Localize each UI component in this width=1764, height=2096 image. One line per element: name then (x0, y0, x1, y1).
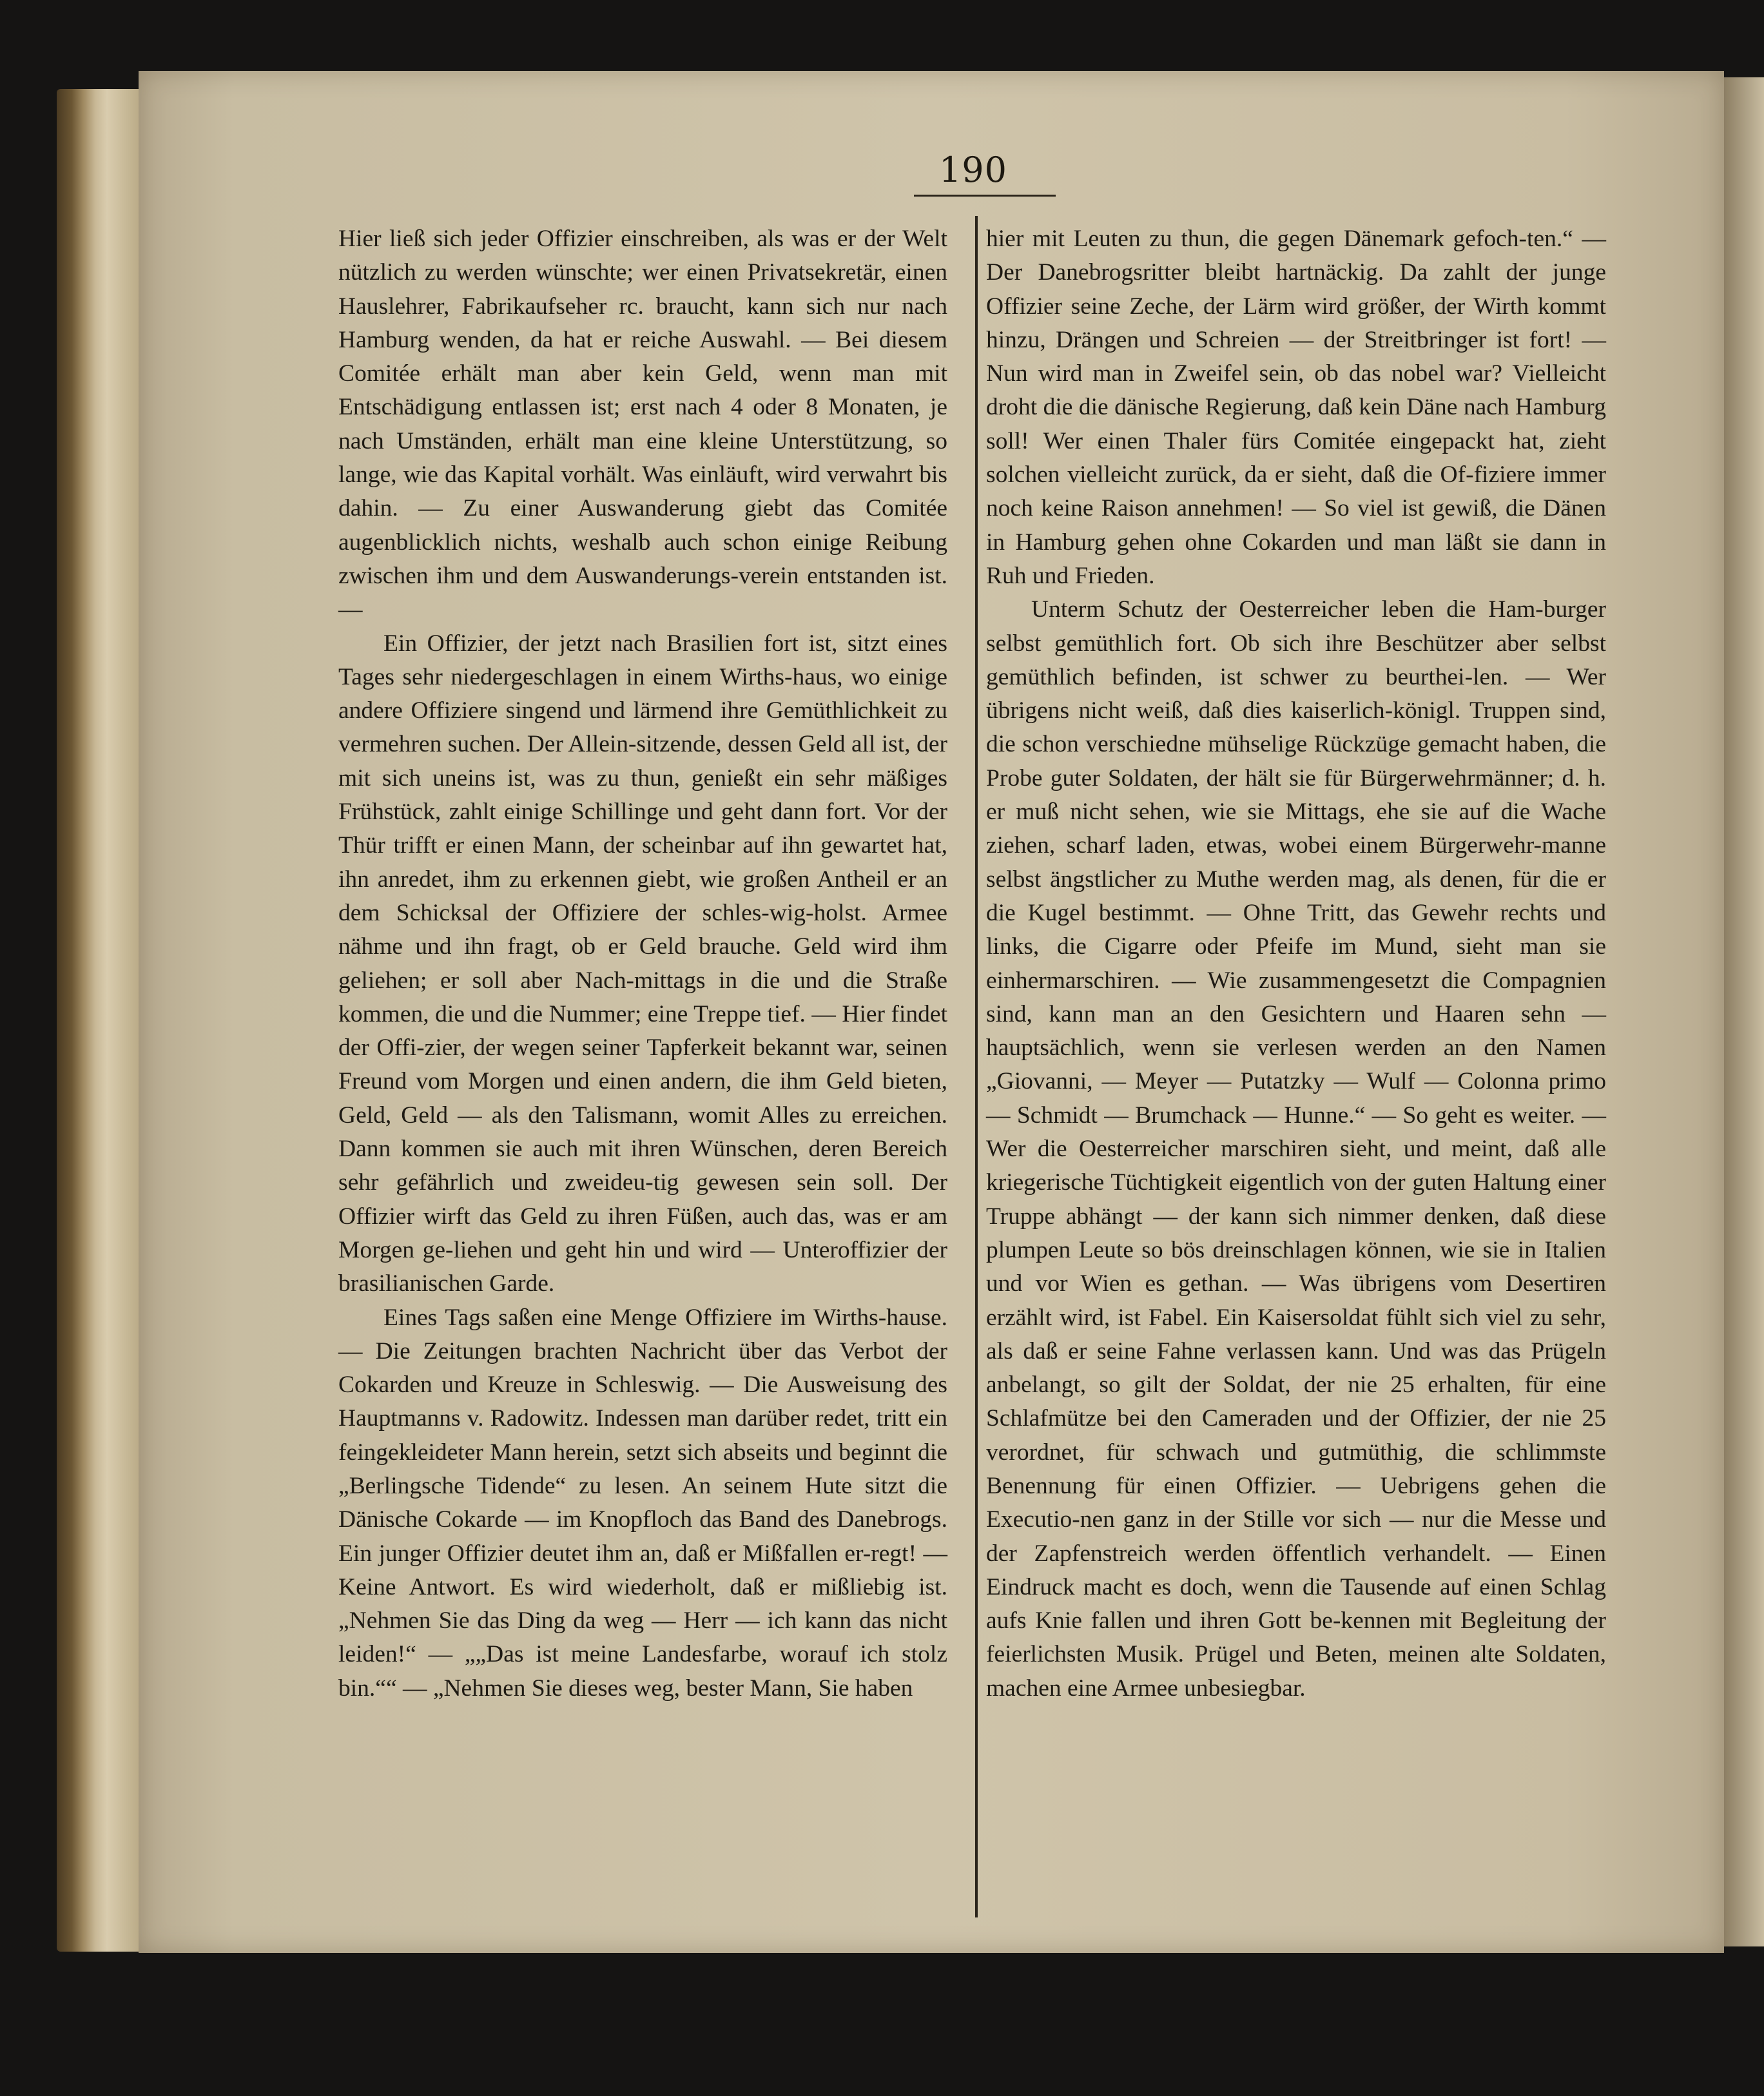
right-text-column (986, 222, 1606, 1705)
left-text-column (338, 222, 947, 1705)
paragraph: Eines Tags saßen eine Menge Offiziere im Wirths-hause. — Die Zeitungen brachten Nachricht über das Verbot der Cokarden und Kreuze in Schleswig. — Die Ausweisung des Hauptmanns v. Radowitz. Indessen man darüber redet, tritt ein feingekleideter Mann herein, setzt sich abseits und beginnt die „Berlingsche Tidende“ zu lesen. An seinem Hute sitzt die Dänische Cokarde — im Knopfloch das Band des Danebrogs. Ein junger Offizier deutet ihm an, daß er Mißfallen er-regt! — Keine Antwort. Es wird wiederholt, daß er mißliebig ist. „Nehmen Sie das Ding da weg — Herr — ich kann das nicht leiden!“ — „„Das ist meine Landesfarbe, worauf ich stolz bin.““ — „Nehmen Sie dieses weg, bester Mann, Sie haben (338, 1304, 947, 1702)
paragraph: hier mit Leuten zu thun, die gegen Dänemark gefoch-ten.“ — Der Danebrogsritter bleibt hartnäckig. Da zahlt der junge Offizier seine Zeche, der Lärm wird größer, der Wirth kommt hinzu, Drängen und Schreien — der Streitbringer ist fort! — Nun wird man in Zweifel sein, ob das nobel war? Vielleicht droht die die dänische Regierung, daß kein Däne nach Hamburg soll! Wer einen Thaler fürs Comitée eingepackt hat, zieht solchen vielleicht zurück, da er sieht, daß die Of-fiziere immer noch keine Raison annehmen! — So viel ist gewiß, die Dänen in Hamburg gehen ohne Cokarden und man läßt sie dann in Ruh und Frieden. (986, 226, 1606, 589)
paragraph: Ein Offizier, der jetzt nach Brasilien fort ist, sitzt eines Tages sehr niedergeschlagen in einem Wirths-haus, wo einige andere Offiziere singend und lärmend ihre Gemüthlichkeit zu vermehren suchen. Der Allein-sitzende, dessen Geld all ist, der mit sich uneins ist, was zu thun, genießt ein sehr mäßiges Frühstück, zahlt einige Schillinge und geht dann fort. Vor der Thür trifft er einen Mann, der scheinbar auf ihn gewartet hat, ihn anredet, ihm zu erkennen giebt, wie großen Antheil er an dem Schicksal der Offiziere der schles-wig-holst. Armee nähme und ihn fragt, ob er Geld brauche. Geld wird ihm geliehen; er soll aber Nach-mittags in die und die Straße kommen, die und die Nummer; eine Treppe tief. — Hier findet der Offi-zier, der wegen seiner Tapferkeit bekannt war, seinen Freund vom Morgen und einen andern, die ihm Geld bieten, Geld, Geld — als den Talismann, womit Alles zu erreichen. Dann kommen sie auch mit ihren Wünschen, deren Bereich sehr gefährlich und zweideu-tig gewesen sein soll. Der Offizier wirft das Geld zu ihren Füßen, auch das, was er am Morgen ge-liehen und geht hin und wird — Unteroffizier der brasilianischen Garde. (338, 630, 947, 1297)
page-number: 190 (938, 150, 1008, 190)
book-page-edges (57, 89, 141, 1952)
column-divider (975, 216, 978, 1917)
page-number-rule (914, 195, 1056, 197)
facing-page-edge (1724, 77, 1764, 1946)
paragraph: Hier ließ sich jeder Offizier einschreiben, als was er der Welt nützlich zu werden wünschte; wer einen Privatsekretär, einen Hauslehrer, Fabrikaufseher rc. braucht, kann sich nur nach Hamburg wenden, da hat er reiche Auswahl. — Bei diesem Comitée erhält man aber kein Geld, wenn man mit Entschädigung entlassen ist; erst nach 4 oder 8 Monaten, je nach Umständen, erhält man eine kleine Unterstützung, so lange, wie das Kapital vorhält. Was einläuft, wird verwahrt bis dahin. — Zu einer Auswanderung giebt das Comitée augenblicklich nichts, weshalb auch schon einige Reibung zwischen ihm und dem Auswanderungs-verein entstanden ist. — (338, 226, 947, 623)
paragraph: Unterm Schutz der Oesterreicher leben die Ham-burger selbst gemüthlich fort. Ob sich ihre Beschützer aber selbst gemüthlich befinden, ist schwer zu beurthei-len. — Wer übrigens nicht weiß, daß dies kaiserlich-königl. Truppen sind, die schon verschiedne mühselige Rückzüge gemacht haben, die Probe guter Soldaten, der hält sie für Bürgerwehrmänner; d. h. er muß nicht sehen, wie sie Mittags, ehe sie auf die Wache ziehen, scharf laden, etwas, wobei einem Bürgerwehr-manne selbst ängstlicher zu Muthe werden mag, als denen, für die er die Kugel bestimmt. — Ohne Tritt, das Gewehr rechts und links, die Cigarre oder Pfeife im Mund, sieht man sie einhermarschiren. — Wie zusammengesetzt die Compagnien sind, kann man an den Gesichtern und Haaren sehn — hauptsächlich, wenn sie verlesen werden an den Namen „Giovanni, — Meyer — Putatzky — Wulf — Colonna primo — Schmidt — Brumchack — Hunne.“ — So geht es weiter. — Wer die Oesterreicher marschiren sieht, und meint, daß alle kriegerische Tüchtigkeit eigentlich von der guten Haltung einer Truppe abhängt — der kann sich nimmer denken, daß diese plumpen Leute so bös dreinschlagen können, wie sie in Italien und vor Wien es gethan. — Was übrigens vom Desertiren erzählt wird, ist Fabel. Ein Kaisersoldat fühlt sich viel zu sehr, als daß er seine Fahne verlassen kann. Und was das Prügeln anbelangt, so gilt der Soldat, der nie 25 erhalten, für eine Schlafmütze bei den Cameraden und der Offizier, der nie 25 verordnet, für schwach und gutmüthig, die schlimmste Benennung für einen Offizier. — Uebrigens gehen die Executio-nen ganz in der Stille vor sich — nur die Messe und der Zapfenstreich werden öffentlich verhandelt. — Einen Eindruck macht es doch, wenn die Tausende auf einen Schlag aufs Knie fallen und ihren Gott be-kennen mit Begleitung der feierlichsten Musik. Prügel und Beten, meinen alte Soldaten, machen eine Armee unbesiegbar. (986, 596, 1606, 1702)
